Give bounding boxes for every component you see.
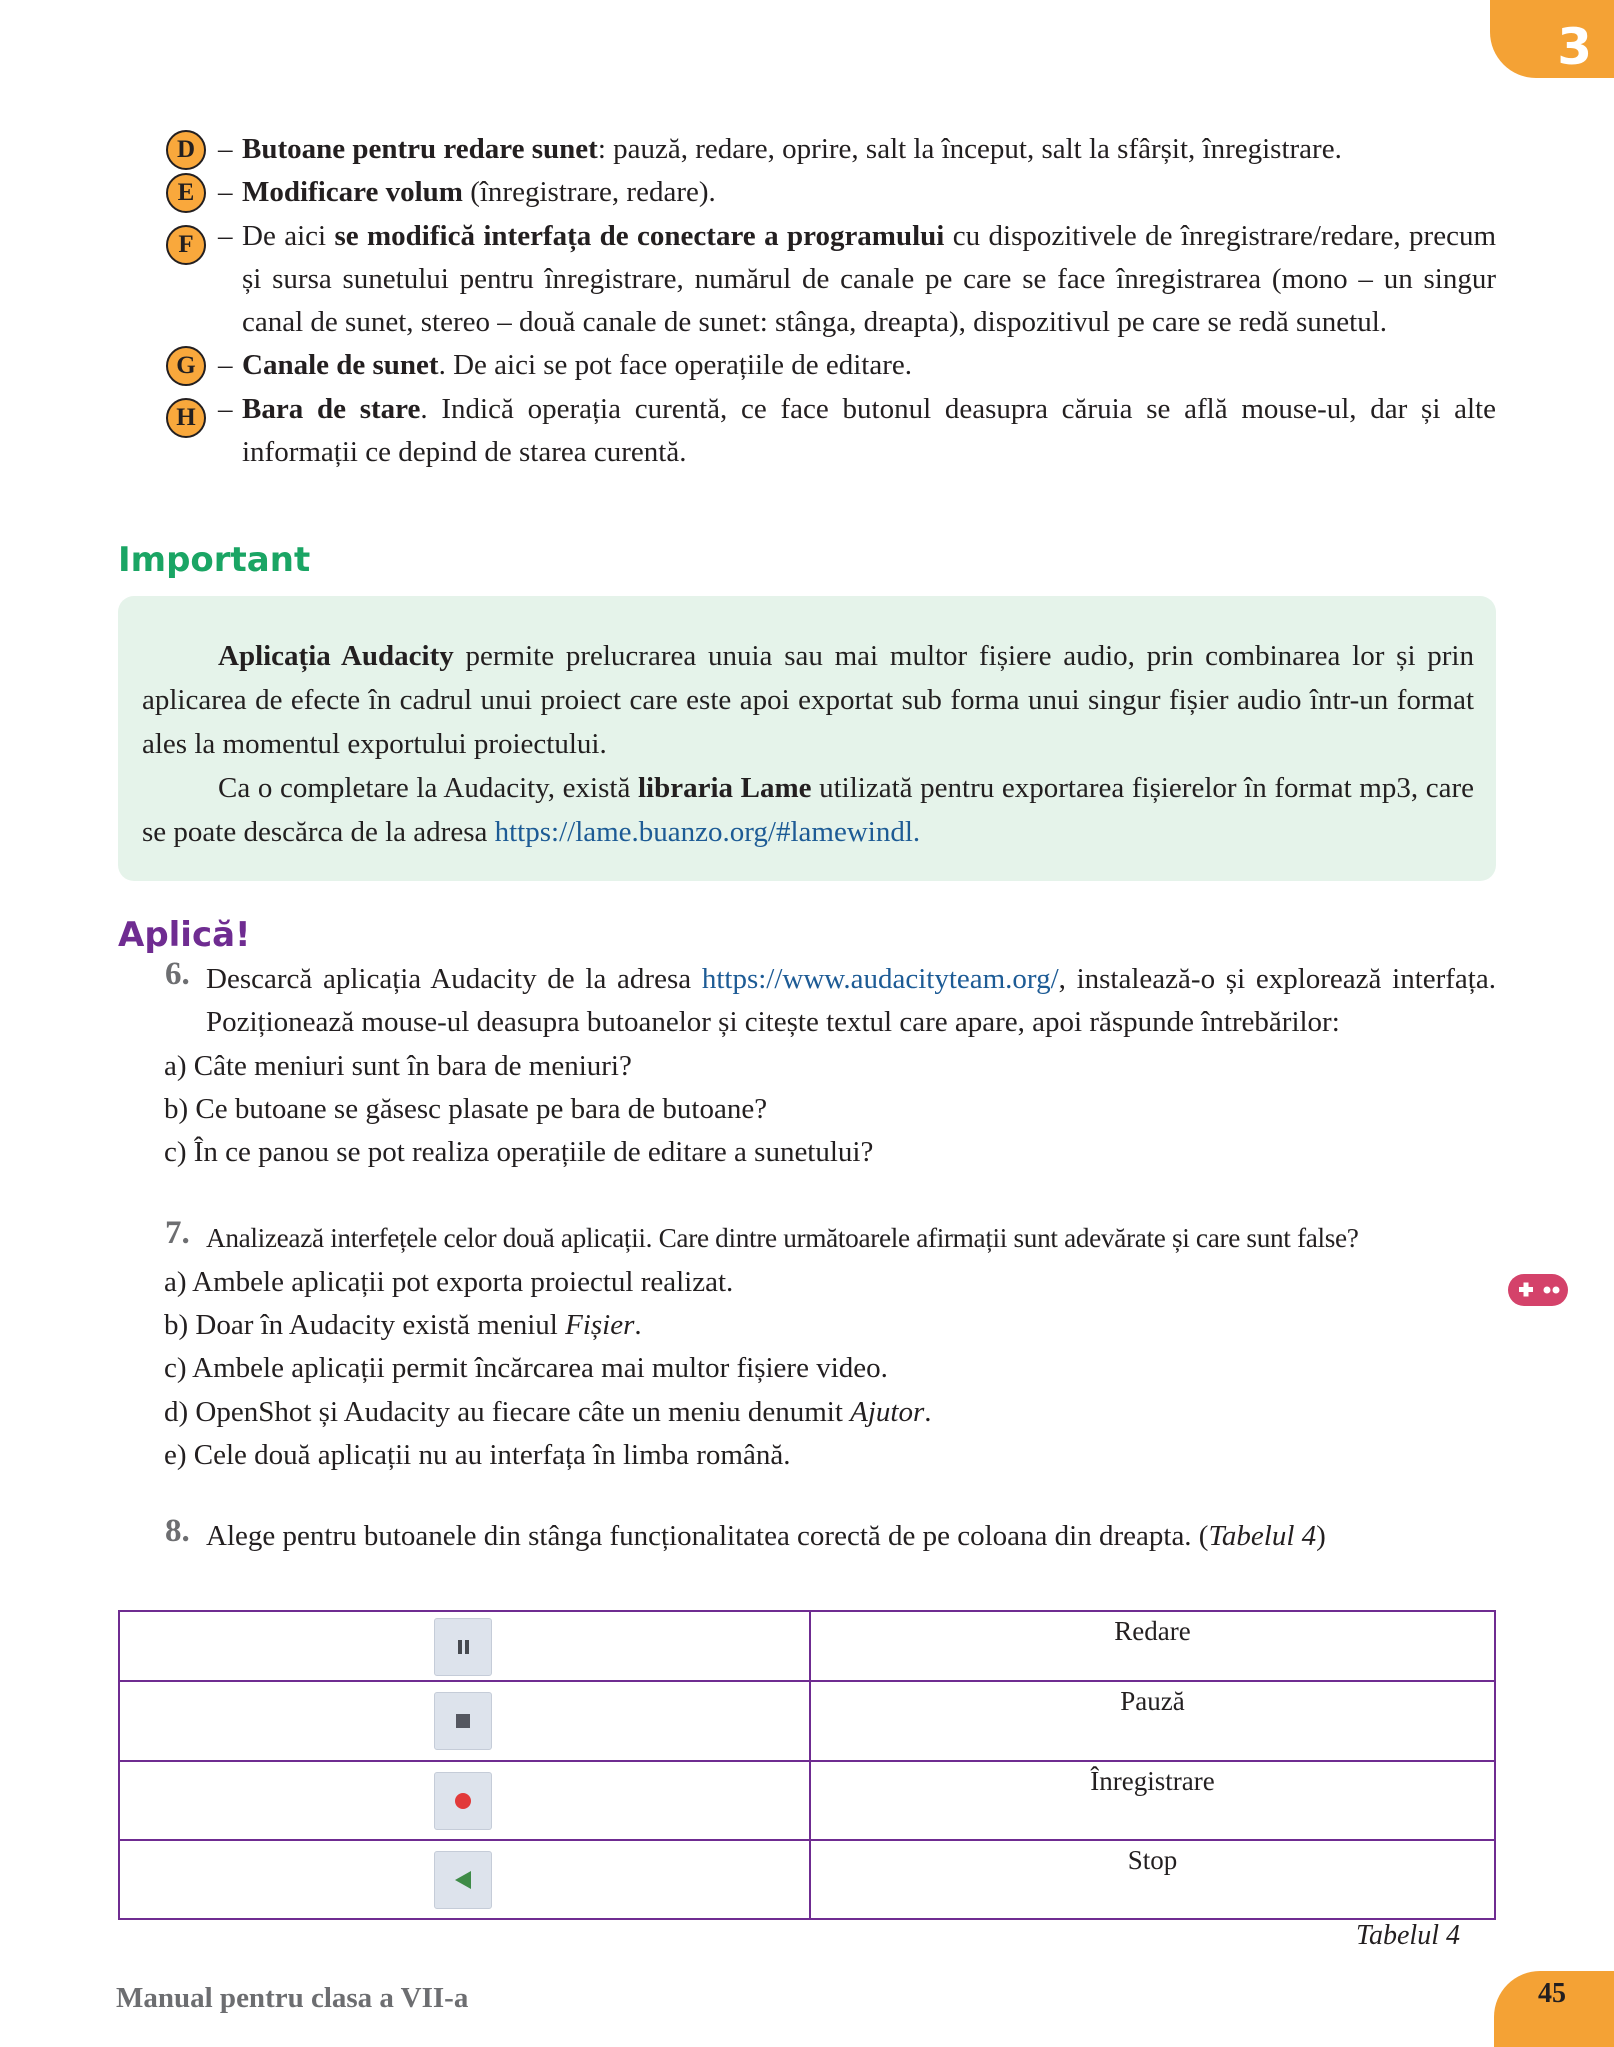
option-italic: Fișier — [565, 1309, 635, 1342]
page-number: 45 — [1538, 1978, 1566, 2009]
button-cell — [119, 1611, 810, 1681]
function-cell: Pauză — [810, 1681, 1495, 1761]
exercises — [164, 958, 1496, 1559]
table-row — [119, 1611, 1495, 1681]
option-text: . — [634, 1309, 642, 1342]
exercise-text: , instalează-o și explorează interfața. Poziționează mouse-ul deasupra butoanelor și citește textul care apare, apoi răspunde întrebărilor: — [206, 963, 1496, 1039]
table-caption: Tabelul 4 — [1356, 1920, 1460, 1951]
definition-text: (înregistrare, redare). — [462, 176, 716, 209]
exercise-option: a) Câte meniuri sunt în bara de meniuri? — [164, 1049, 632, 1082]
exercise-option: c) În ce panou se pot realiza operațiile de editare a sunetului? — [164, 1136, 874, 1169]
important-text: permite prelucrarea unuia sau mai multor fișiere audio, prin combinarea lor și prin aplicarea de efecte în cadrul unui proiect care este apoi exportat sub forma unui singur fișier audio într-un format ales la momentul exportului proiectului. — [142, 640, 1474, 760]
table-row — [119, 1681, 1495, 1761]
letter-badge: H — [166, 398, 206, 438]
exercise-number: 8. — [165, 1513, 190, 1550]
exercise-italic: Tabelul 4 — [1208, 1520, 1317, 1553]
exercise-option — [164, 1304, 1496, 1347]
letter-badge: D — [166, 130, 206, 170]
footer-title: Manual pentru clasa a VII-a — [116, 1982, 469, 2014]
important-text: Ca o completare la Audacity, există — [218, 772, 638, 804]
option-text: d) OpenShot și Audacity au fiecare câte un meniu denumit — [164, 1395, 851, 1428]
matching-table — [118, 1610, 1496, 1920]
important-box — [118, 596, 1496, 881]
table-row — [119, 1761, 1495, 1840]
definition-item — [162, 388, 1496, 475]
table-row — [119, 1840, 1495, 1919]
definition-item — [162, 128, 1496, 171]
definition-term: Bara de stare — [242, 392, 421, 425]
definition-text: cu dispozitivele de înregistrare/redare, precum și sursa sunetului pentru înregistrare, numărul de canale pe care se face înregistrarea (mono – un singur canal de sunet, stereo – două canale de sunet: stânga, dreapta), dispozitivul pe care se redă sunetul. — [242, 219, 1496, 339]
exercise-6 — [164, 958, 1496, 1045]
important-paragraph-2 — [142, 766, 1474, 854]
letter-badge: E — [166, 173, 206, 213]
game-controller-icon — [1507, 1273, 1569, 1307]
definitions-list — [162, 128, 1496, 474]
exercise-option: e) Cele două aplicații nu au interfața în limba română. — [164, 1438, 791, 1471]
lame-download-link[interactable]: https://lame.buanzo.org/#lamewindl. — [494, 816, 921, 848]
exercise-8 — [164, 1515, 1496, 1558]
chapter-number: 3 — [1557, 18, 1592, 76]
definition-text-pre: De aici — [242, 219, 335, 252]
option-text: . — [924, 1395, 932, 1428]
important-heading: Important — [118, 540, 311, 580]
function-cell: Redare — [810, 1611, 1495, 1681]
function-cell: Stop — [810, 1840, 1495, 1919]
definition-item — [162, 344, 1496, 387]
exercise-text: Descarcă aplicația Audacity de la adresa — [206, 963, 702, 995]
exercise-number: 7. — [165, 1215, 190, 1252]
play-reverse-icon — [434, 1851, 492, 1909]
dash: – — [218, 133, 233, 165]
important-term: Aplicația Audacity — [218, 640, 454, 672]
definition-text: : pauză, redare, oprire, salt la început, salt la sfârșit, înregistrare. — [597, 133, 1342, 165]
option-italic: Ajutor — [850, 1395, 925, 1428]
exercise-7 — [164, 1217, 1496, 1260]
letter-badge: F — [166, 225, 206, 265]
chapter-tab — [1490, 0, 1614, 78]
exercise-number: 6. — [165, 956, 190, 992]
important-paragraph-1 — [142, 634, 1474, 766]
apply-heading: Aplică! — [118, 915, 251, 955]
pause-icon — [434, 1618, 492, 1676]
dash: – — [218, 392, 233, 425]
dash: – — [218, 219, 233, 252]
letter-badge: G — [166, 346, 206, 386]
option-text: b) Doar în Audacity există meniul — [164, 1309, 566, 1342]
definition-item — [162, 215, 1496, 345]
button-cell — [119, 1761, 810, 1840]
exercise-option: a) Ambele aplicații pot exporta proiectul realizat. — [164, 1265, 734, 1298]
exercise-option: c) Ambele aplicații permit încărcarea mai multor fișiere video. — [164, 1352, 888, 1385]
function-cell: Înregistrare — [810, 1761, 1495, 1840]
definition-text: . De aici se pot face operațiile de editare. — [438, 349, 912, 382]
stop-icon — [434, 1692, 492, 1750]
definition-term: Canale de sunet — [242, 349, 439, 382]
audacity-link[interactable]: https://www.audacityteam.org/ — [701, 963, 1059, 995]
button-cell — [119, 1681, 810, 1761]
exercise-option: b) Ce butoane se găsesc plasate pe bara de butoane? — [164, 1092, 768, 1125]
exercise-text: ) — [1316, 1520, 1326, 1553]
definition-term: se modifică interfața de conectare a programului — [334, 219, 945, 252]
exercise-option — [164, 1391, 1496, 1434]
dash: – — [218, 349, 233, 382]
exercise-text: Analizează interfețele celor două aplicații. Care dintre următoarele afirmații sunt adevărate și care sunt false? — [206, 1223, 1359, 1254]
definition-term: Butoane pentru redare sunet — [242, 133, 598, 165]
exercise-text: Alege pentru butoanele din stânga funcționalitatea corectă de pe coloana din dreapta. ( — [206, 1520, 1209, 1553]
definition-text: . Indică operația curentă, ce face butonul deasupra căruia se află mouse-ul, dar și alte informații ce depind de starea curentă. — [242, 392, 1496, 469]
dash: – — [218, 176, 233, 209]
button-cell — [119, 1840, 810, 1919]
important-term: libraria Lame — [637, 772, 812, 804]
definition-item — [162, 171, 1496, 214]
record-icon — [434, 1772, 492, 1830]
definition-term: Modificare volum — [242, 176, 463, 209]
important-text: utilizată pentru exportarea fișierelor în format mp3, care se poate descărca de la adresa — [142, 772, 1474, 848]
